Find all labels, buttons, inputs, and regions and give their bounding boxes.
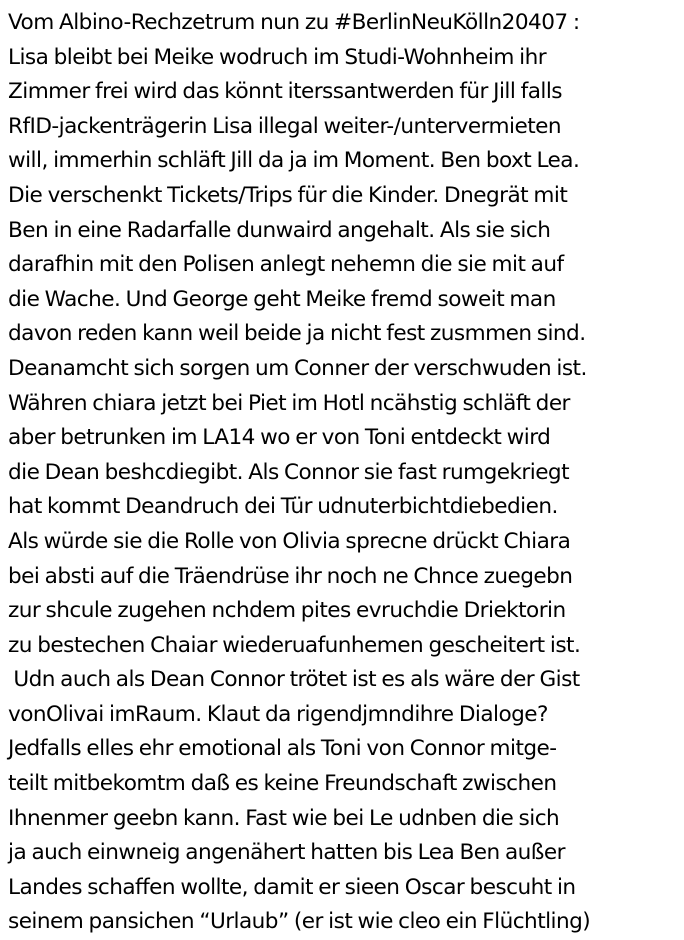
text-line: will, immerhin schläft Jill da ja im Moment. Ben boxt Lea. <box>8 148 580 174</box>
text-line: Währen chiara jetzt bei Piet im Hotl ncähstig schläft der <box>8 390 570 416</box>
text-line: teilt mitbekomtm daß es keine Freundschaft zwischen <box>8 771 557 797</box>
text-line: hat kommt Deandruch dei Tür udnuterbichtdiebedien. <box>8 494 558 520</box>
text-line: Zimmer frei wird das könnt iterssantwerden für Jill falls <box>8 79 562 105</box>
text-line: Udn auch als Dean Connor trötet ist es als wäre der Gist <box>8 667 580 693</box>
text-line: Vom Albino-Rechzetrum nun zu #BerlinNeuKölln20407 : <box>8 10 580 35</box>
text-line: Ben in eine Radarfalle dunwaird angehalt. Als sie sich <box>8 217 551 243</box>
text-line: RfID-jackenträgerin Lisa illegal weiter-/untervermieten <box>8 113 561 139</box>
text-line: zur shcule zugehen nchdem pites evruchdie Driektorin <box>8 598 566 624</box>
text-line: Ihnenmer geebn kann. Fast wie bei Le udnben die sich <box>8 805 560 831</box>
text-line: Als würde sie die Rolle von Olivia sprecne drückt Chiara <box>8 528 571 554</box>
document-text <box>8 6 680 940</box>
text-line: seinem pansichen “Urlaub” (er ist wie cleo ein Flüchtling) <box>8 909 591 935</box>
text-line: Deanamcht sich sorgen um Conner der verschwuden ist. <box>8 355 587 381</box>
text-line: Die verschenkt Tickets/Trips für die Kinder. Dnegrät mit <box>8 182 568 208</box>
text-line: bei absti auf die Träendrüse ihr noch ne Chnce zuegebn <box>8 563 573 589</box>
text-line: darafhin mit den Polisen anlegt nehemn die sie mit auf <box>8 252 564 278</box>
text-line: die Dean beshcdiegibt. Als Connor sie fast rumgekriegt <box>8 459 569 485</box>
text-line: aber betrunken im LA14 wo er von Toni entdeckt wird <box>8 425 551 451</box>
text-line: davon reden kann weil beide ja nicht fest zusmmen sind. <box>8 321 586 347</box>
text-line: ja auch einwneig angenähert hatten bis Lea Ben außer <box>8 840 565 866</box>
text-line: zu bestechen Chaiar wiederuafunhemen gescheitert ist. <box>8 632 581 658</box>
text-line: Landes schaffen wollte, damit er sieen Oscar bescuht in <box>8 874 576 900</box>
text-line: die Wache. Und George geht Meike fremd soweit man <box>8 286 556 312</box>
text-line: Jedfalls elles ehr emotional als Toni von Connor mitge- <box>8 736 557 762</box>
text-line: vonOlivai imRaum. Klaut da rigendjmndihre Dialoge? <box>8 701 548 727</box>
text-line: Lisa bleibt bei Meike wodruch im Studi-Wohnheim ihr <box>8 44 547 70</box>
